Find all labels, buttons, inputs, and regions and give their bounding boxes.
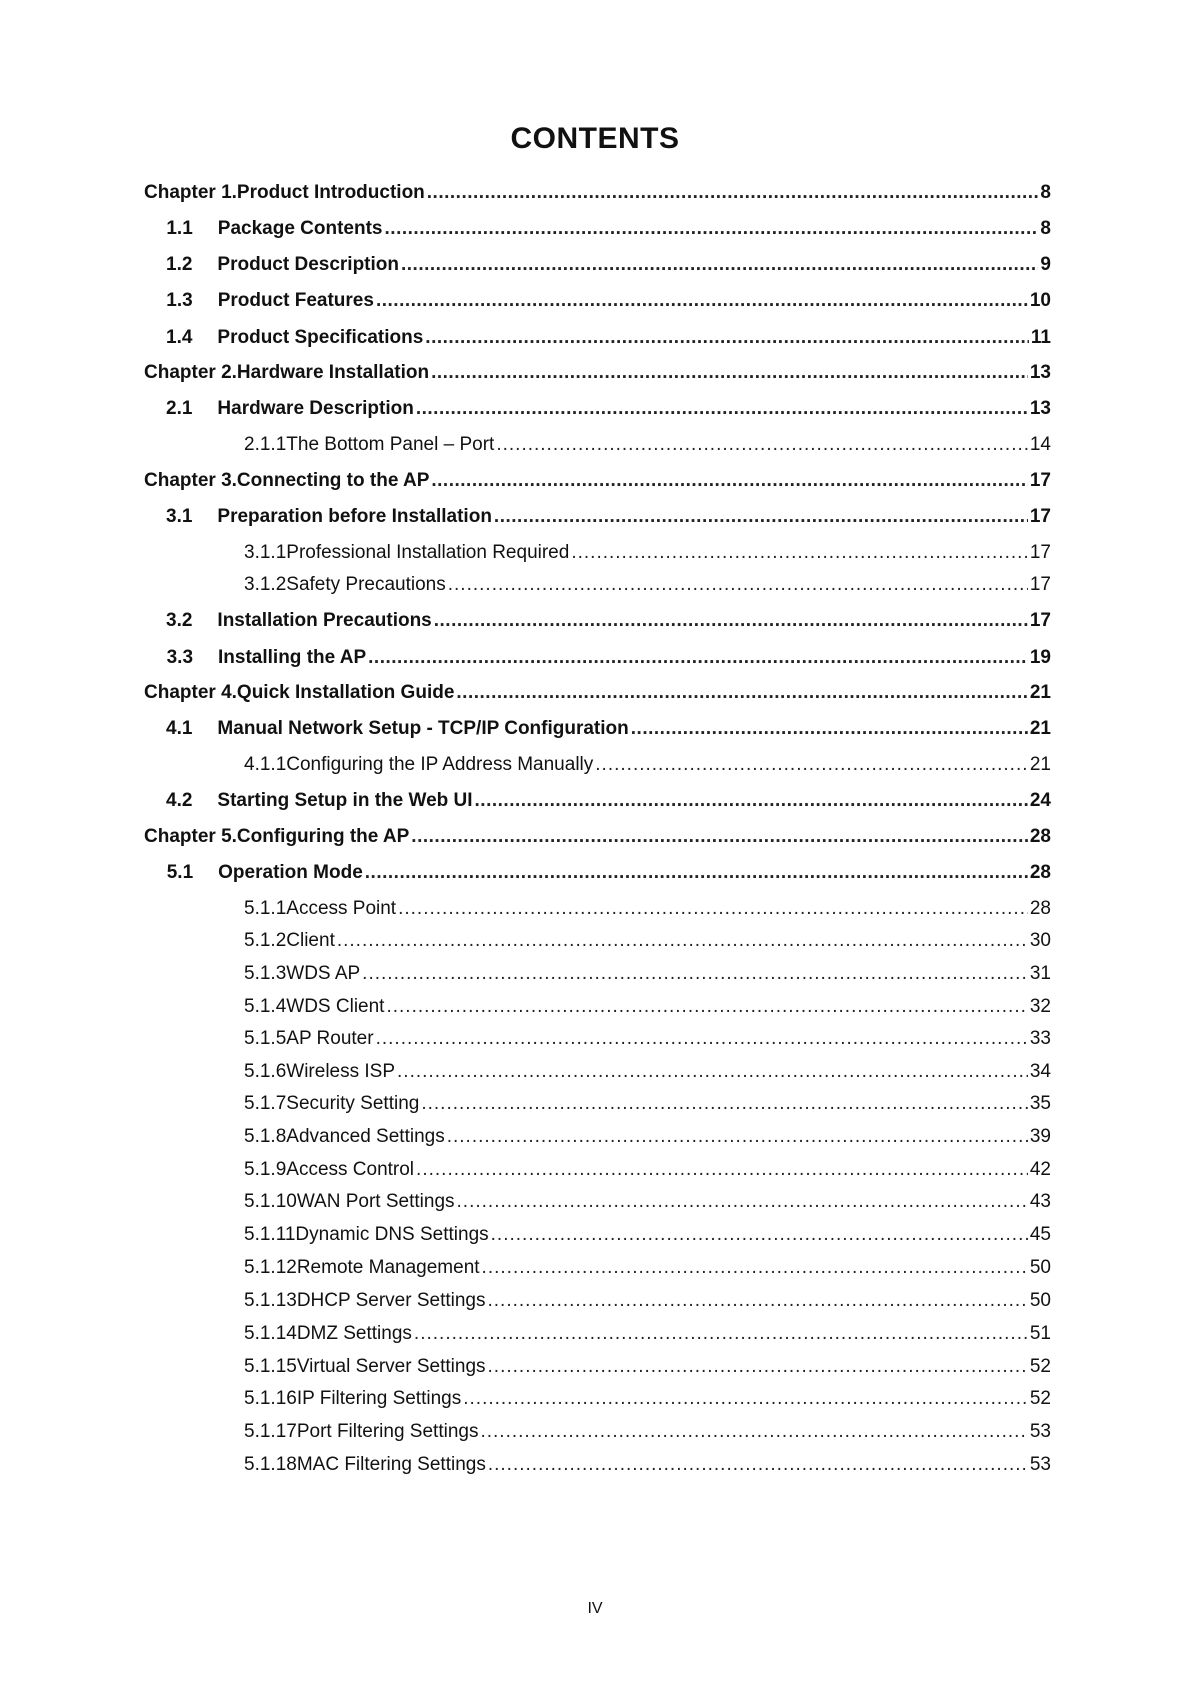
- toc-entry-title: WDS Client: [286, 996, 385, 1017]
- toc-dot-leader: [491, 1224, 1028, 1246]
- toc-entry[interactable]: [0, 1350, 1190, 1378]
- toc-entry-title: Starting Setup in the Web UI: [217, 790, 473, 811]
- toc-entry-title: Remote Management: [296, 1257, 480, 1278]
- toc-entry[interactable]: [0, 1448, 1190, 1476]
- toc-entry[interactable]: [0, 1185, 1190, 1213]
- toc-entry-title: Chapter 5.Configuring the AP: [144, 826, 410, 847]
- toc-entry-title: Operation Mode: [218, 862, 363, 883]
- toc-entry[interactable]: [0, 284, 1190, 312]
- toc-entry[interactable]: [0, 1218, 1190, 1246]
- toc-entry[interactable]: [0, 1382, 1190, 1410]
- toc-entry-number: 5.1.14: [244, 1323, 297, 1344]
- toc-dot-leader: [425, 327, 1029, 349]
- toc-entry-title: Product Description: [217, 254, 399, 275]
- toc-entry-title: Access Point: [286, 898, 397, 919]
- toc-dot-leader: [482, 1257, 1028, 1279]
- toc-entry[interactable]: [0, 784, 1190, 812]
- toc-entry-title: Installation Precautions: [217, 610, 432, 631]
- toc-entry-number: 1.4: [166, 327, 193, 348]
- toc-dot-leader: [431, 362, 1028, 384]
- toc-entry-page: 45: [1029, 1224, 1051, 1245]
- toc-dot-leader: [571, 542, 1028, 564]
- toc-entry[interactable]: [0, 676, 1190, 704]
- toc-entry-page: 50: [1029, 1290, 1051, 1311]
- toc-dot-leader: [488, 1356, 1028, 1378]
- toc-entry[interactable]: [0, 820, 1190, 848]
- toc-entry-page: 31: [1029, 963, 1051, 984]
- toc-entry-number: 3.3: [166, 647, 194, 668]
- toc-entry-number: 4.2: [166, 790, 193, 811]
- toc-entry-page: 8: [1040, 182, 1051, 203]
- toc-dot-leader: [631, 718, 1028, 740]
- toc-entry-page: 51: [1029, 1323, 1051, 1344]
- toc-entry[interactable]: [0, 248, 1190, 276]
- toc-entry-title: DHCP Server Settings: [296, 1290, 486, 1311]
- toc-dot-leader: [496, 434, 1028, 456]
- toc-entry-number: 5.1.17: [244, 1421, 297, 1442]
- toc-entry-title: Package Contents: [217, 218, 383, 239]
- toc-entry-page: 28: [1029, 862, 1051, 883]
- toc-entry-title: Professional Installation Required: [286, 542, 570, 563]
- toc-entry[interactable]: [0, 500, 1190, 528]
- toc-entry-number: 4.1.1: [244, 754, 287, 775]
- toc-entry[interactable]: [0, 957, 1190, 985]
- toc-entry-title: Hardware Description: [217, 398, 414, 419]
- toc-dot-leader: [463, 1388, 1028, 1410]
- toc-dot-leader: [427, 182, 1039, 204]
- toc-entry-number: 3.1: [166, 506, 193, 527]
- toc-entry-number: 1.2: [166, 254, 193, 275]
- toc-entry-number: 5.1.15: [244, 1356, 297, 1377]
- toc-entry-number: 5.1.9: [244, 1159, 287, 1180]
- toc-entry-page: 17: [1029, 574, 1051, 595]
- toc-dot-leader: [434, 610, 1028, 632]
- toc-dot-leader: [416, 398, 1028, 420]
- toc-entry-page: 17: [1029, 506, 1051, 527]
- toc-entry-page: 39: [1029, 1126, 1051, 1147]
- toc-entry-title: Port Filtering Settings: [296, 1421, 479, 1442]
- toc-dot-leader: [457, 1191, 1028, 1213]
- toc-entry-number: 1.3: [166, 290, 193, 311]
- toc-entry-page: 13: [1029, 398, 1051, 419]
- toc-entry[interactable]: [0, 641, 1190, 669]
- toc-entry[interactable]: [0, 748, 1190, 776]
- toc-dot-leader: [431, 470, 1027, 492]
- toc-entry-page: 53: [1029, 1454, 1051, 1475]
- toc-entry-number: 5.1.18: [244, 1454, 297, 1475]
- toc-entry-number: 5.1.7: [244, 1093, 287, 1114]
- toc-dot-leader: [480, 1421, 1027, 1443]
- toc-entry-number: 5.1.11: [244, 1224, 296, 1245]
- toc-entry[interactable]: [0, 212, 1190, 240]
- toc-entry-page: 30: [1029, 930, 1051, 951]
- toc-entry-number: 1.1: [166, 218, 193, 239]
- toc-entry-page: 17: [1029, 542, 1051, 563]
- toc-entry-page: 13: [1029, 362, 1051, 383]
- toc-entry-number: 2.1.1: [244, 434, 287, 455]
- toc-entry-title: Configuring the IP Address Manually: [286, 754, 594, 775]
- toc-dot-leader: [475, 790, 1028, 812]
- toc-entry-number: 5.1.1: [244, 898, 287, 919]
- toc-entry-title: AP Router: [286, 1028, 374, 1049]
- toc-entry-title: Chapter 4.Quick Installation Guide: [144, 682, 455, 703]
- toc-entry-title: WDS AP: [286, 963, 361, 984]
- toc-dot-leader: [362, 963, 1028, 985]
- toc-entry-number: 5.1.4: [244, 996, 287, 1017]
- toc-entry-number: 5.1.3: [244, 963, 287, 984]
- toc-entry[interactable]: [0, 1415, 1190, 1443]
- toc-entry[interactable]: [0, 176, 1190, 204]
- toc-entry-title: Advanced Settings: [286, 1126, 445, 1147]
- toc-entry-page: 19: [1029, 647, 1051, 668]
- toc-entry-title: MAC Filtering Settings: [296, 1454, 486, 1475]
- toc-entry-number: 5.1: [166, 862, 194, 883]
- toc-entry[interactable]: [0, 1317, 1190, 1345]
- toc-entry[interactable]: [0, 536, 1190, 564]
- toc-entry-page: 17: [1029, 610, 1051, 631]
- toc-entry-page: 53: [1029, 1421, 1051, 1442]
- toc-dot-leader: [386, 996, 1027, 1018]
- toc-entry-number: 5.1.5: [244, 1028, 287, 1049]
- toc-entry[interactable]: [0, 568, 1190, 596]
- toc-entry-page: 33: [1029, 1028, 1051, 1049]
- toc-entry-number: 4.1: [166, 718, 193, 739]
- toc-entry-title: DMZ Settings: [296, 1323, 412, 1344]
- toc-dot-leader: [411, 826, 1028, 848]
- toc-entry[interactable]: [0, 321, 1190, 349]
- toc-entry[interactable]: [0, 1022, 1190, 1050]
- toc-entry-title: Access Control: [286, 1159, 415, 1180]
- toc-entry-number: 3.1.2: [244, 574, 287, 595]
- toc-dot-leader: [397, 1061, 1028, 1083]
- toc-entry-number: 5.1.6: [244, 1061, 287, 1082]
- toc-entry-page: 50: [1029, 1257, 1051, 1278]
- toc-entry-title: Wireless ISP: [286, 1061, 396, 1082]
- toc-entry-page: 52: [1029, 1388, 1051, 1409]
- toc-entry-page: 34: [1029, 1061, 1051, 1082]
- toc-entry-page: 35: [1029, 1093, 1051, 1114]
- toc-entry[interactable]: [0, 1251, 1190, 1279]
- toc-entry-number: 5.1.12: [244, 1257, 297, 1278]
- toc-entry-number: 3.2: [166, 610, 193, 631]
- toc-entry-title: The Bottom Panel – Port: [286, 434, 495, 455]
- toc-entry-page: 17: [1029, 470, 1051, 491]
- toc-entry-page: 52: [1029, 1356, 1051, 1377]
- toc-entry-title: Chapter 1.Product Introduction: [144, 182, 425, 203]
- toc-entry-page: 28: [1029, 898, 1051, 919]
- toc-dot-leader: [488, 1454, 1028, 1476]
- toc-entry-number: 5.1.16: [244, 1388, 297, 1409]
- toc-entry-number: 2.1: [166, 398, 193, 419]
- toc-entry-title: IP Filtering Settings: [296, 1388, 462, 1409]
- toc-entry[interactable]: [0, 1055, 1190, 1083]
- toc-entry-title: Dynamic DNS Settings: [295, 1224, 489, 1245]
- toc-entry[interactable]: [0, 356, 1190, 384]
- toc-entry[interactable]: [0, 428, 1190, 456]
- toc-entry-page: 21: [1029, 682, 1051, 703]
- toc-entry-page: 11: [1030, 327, 1051, 348]
- toc-entry-title: Security Setting: [286, 1093, 420, 1114]
- toc-entry-title: Virtual Server Settings: [296, 1356, 486, 1377]
- toc-dot-leader: [376, 290, 1028, 312]
- toc-dot-leader: [365, 862, 1028, 884]
- toc-entry[interactable]: [0, 712, 1190, 740]
- toc-entry-title: Product Features: [217, 290, 374, 311]
- toc-dot-leader: [398, 898, 1028, 920]
- toc-entry-number: 3.1.1: [244, 542, 287, 563]
- toc-entry-title: Manual Network Setup - TCP/IP Configuration: [217, 718, 629, 739]
- toc-entry[interactable]: [0, 990, 1190, 1018]
- toc-entry-page: 43: [1029, 1191, 1051, 1212]
- toc-entry-title: Preparation before Installation: [217, 506, 492, 527]
- toc-entry[interactable]: [0, 1087, 1190, 1115]
- page-number: IV: [587, 1600, 603, 1617]
- toc-entry-page: 32: [1029, 996, 1051, 1017]
- page-title: CONTENTS: [510, 122, 680, 155]
- toc-dot-leader: [385, 218, 1039, 240]
- toc-entry[interactable]: [0, 856, 1190, 884]
- toc-dot-leader: [416, 1159, 1028, 1181]
- toc-entry[interactable]: [0, 1284, 1190, 1312]
- toc-dot-leader: [494, 506, 1028, 528]
- toc-entry[interactable]: [0, 392, 1190, 420]
- toc-entry[interactable]: [0, 892, 1190, 920]
- toc-entry-title: Safety Precautions: [286, 574, 446, 595]
- toc-entry-title: WAN Port Settings: [296, 1191, 455, 1212]
- toc-entry[interactable]: [0, 1120, 1190, 1148]
- toc-entry-number: 5.1.2: [244, 930, 287, 951]
- toc-dot-leader: [368, 647, 1028, 669]
- toc-entry-number: 5.1.10: [244, 1191, 297, 1212]
- toc-entry-title: Chapter 2.Hardware Installation: [144, 362, 430, 383]
- toc-dot-leader: [488, 1290, 1028, 1312]
- toc-entry[interactable]: [0, 464, 1190, 492]
- toc-entry-page: 21: [1029, 718, 1051, 739]
- toc-entry-page: 10: [1029, 290, 1051, 311]
- toc-dot-leader: [421, 1093, 1028, 1115]
- toc-entry-number: 5.1.13: [244, 1290, 297, 1311]
- toc-entry-title: Product Specifications: [217, 327, 424, 348]
- toc-dot-leader: [595, 754, 1028, 776]
- toc-entry-title: Client: [286, 930, 335, 951]
- toc-entry-title: Chapter 3.Connecting to the AP: [144, 470, 430, 491]
- toc-dot-leader: [456, 682, 1027, 704]
- toc-entry-page: 28: [1029, 826, 1051, 847]
- toc-entry-page: 21: [1029, 754, 1051, 775]
- toc-dot-leader: [337, 930, 1028, 952]
- toc-dot-leader: [448, 574, 1028, 596]
- toc-dot-leader: [401, 254, 1038, 276]
- toc-entry[interactable]: [0, 1153, 1190, 1181]
- toc-entry-page: 9: [1040, 254, 1051, 275]
- toc-entry-page: 8: [1040, 218, 1051, 239]
- toc-entry-page: 24: [1029, 790, 1051, 811]
- toc-entry-title: Installing the AP: [218, 647, 367, 668]
- toc-entry-number: 5.1.8: [244, 1126, 287, 1147]
- toc-dot-leader: [376, 1028, 1028, 1050]
- toc-entry[interactable]: [0, 604, 1190, 632]
- toc-entry[interactable]: [0, 924, 1190, 952]
- toc-entry-page: 42: [1029, 1159, 1051, 1180]
- toc-dot-leader: [447, 1126, 1028, 1148]
- toc-entry-page: 14: [1029, 434, 1051, 455]
- toc-dot-leader: [414, 1323, 1028, 1345]
